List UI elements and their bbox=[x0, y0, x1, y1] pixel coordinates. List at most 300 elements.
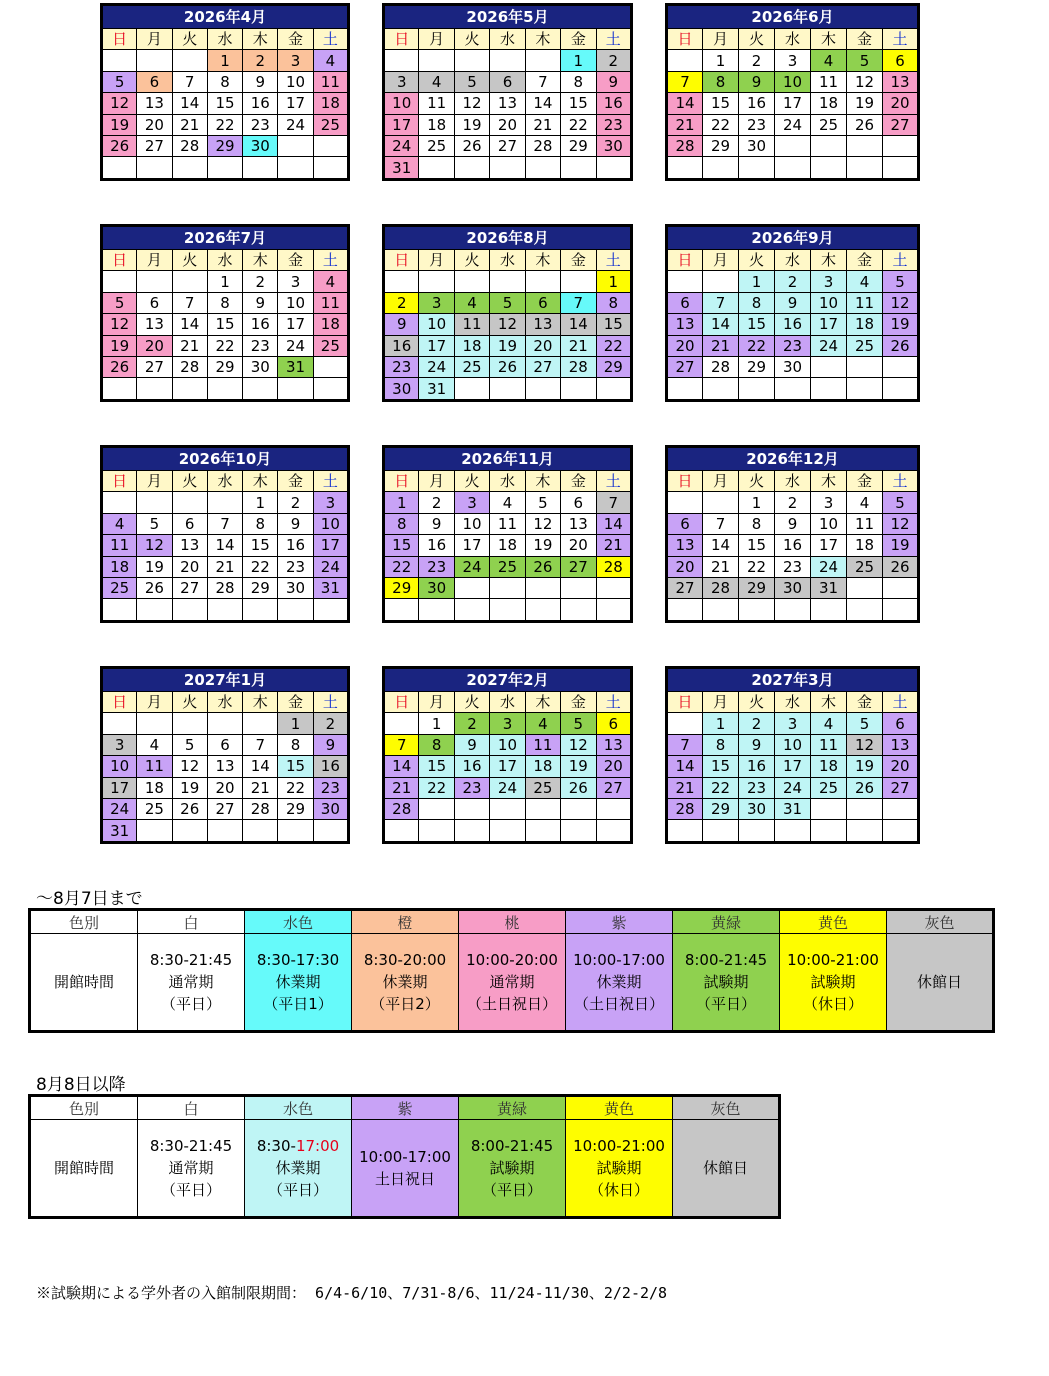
month-calendar bbox=[382, 3, 633, 181]
empty-cell bbox=[419, 820, 454, 842]
day-cell: 23 bbox=[739, 777, 775, 798]
empty-cell bbox=[883, 798, 919, 819]
day-cell: 15 bbox=[739, 535, 775, 556]
day-cell: 2 bbox=[454, 713, 489, 734]
empty-cell bbox=[847, 135, 883, 156]
weekday-header: 金 bbox=[278, 692, 313, 713]
day-cell: 13 bbox=[172, 535, 207, 556]
legend-line: （休日） bbox=[588, 1181, 649, 1199]
empty-cell bbox=[847, 798, 883, 819]
day-cell: 15 bbox=[384, 535, 419, 556]
day-cell: 8 bbox=[384, 513, 419, 534]
legend-header-cell: 水色 bbox=[245, 1096, 352, 1120]
day-cell: 14 bbox=[561, 314, 596, 335]
month-calendar bbox=[100, 224, 350, 402]
day-cell: 16 bbox=[243, 93, 278, 114]
legend-line: 土日祝日 bbox=[374, 1170, 435, 1188]
legend-header-cell: 灰色 bbox=[673, 1096, 780, 1120]
day-cell: 28 bbox=[172, 135, 207, 156]
weekday-header: 木 bbox=[811, 471, 847, 492]
day-cell: 9 bbox=[596, 71, 631, 92]
day-cell: 8 bbox=[278, 734, 313, 755]
day-cell: 31 bbox=[313, 577, 348, 598]
day-cell: 24 bbox=[384, 135, 419, 156]
day-cell: 7 bbox=[561, 292, 596, 313]
day-cell: 11 bbox=[811, 71, 847, 92]
day-cell: 22 bbox=[703, 114, 739, 135]
weekday-header: 月 bbox=[419, 692, 454, 713]
day-cell: 11 bbox=[137, 756, 172, 777]
day-cell: 13 bbox=[667, 535, 703, 556]
day-cell: 15 bbox=[207, 314, 242, 335]
day-cell: 31 bbox=[278, 356, 313, 377]
legend-line: 10:00-21:00 bbox=[787, 951, 879, 969]
day-cell: 26 bbox=[561, 777, 596, 798]
day-cell: 22 bbox=[278, 777, 313, 798]
day-cell: 10 bbox=[490, 734, 525, 755]
weekday-header: 水 bbox=[207, 692, 242, 713]
day-cell: 6 bbox=[137, 71, 172, 92]
day-cell: 23 bbox=[278, 556, 313, 577]
weekday-header: 金 bbox=[278, 250, 313, 271]
empty-cell bbox=[703, 378, 739, 400]
day-cell: 9 bbox=[775, 513, 811, 534]
day-cell: 6 bbox=[883, 50, 919, 71]
day-cell: 16 bbox=[775, 314, 811, 335]
legend-line: （平日） bbox=[695, 995, 756, 1013]
day-cell: 4 bbox=[454, 292, 489, 313]
empty-cell bbox=[775, 378, 811, 400]
day-cell: 2 bbox=[739, 713, 775, 734]
day-cell: 30 bbox=[739, 798, 775, 819]
legend-line: 8:30-21:45 bbox=[149, 1137, 233, 1155]
day-cell: 6 bbox=[137, 292, 172, 313]
weekday-header: 日 bbox=[384, 692, 419, 713]
weekday-header: 金 bbox=[847, 250, 883, 271]
day-cell: 20 bbox=[207, 777, 242, 798]
legend-hours-cell bbox=[352, 1120, 459, 1218]
empty-cell bbox=[384, 50, 419, 71]
day-cell: 23 bbox=[454, 777, 489, 798]
day-cell: 28 bbox=[384, 798, 419, 819]
empty-cell bbox=[102, 50, 137, 71]
day-cell: 10 bbox=[775, 734, 811, 755]
day-cell: 15 bbox=[419, 756, 454, 777]
empty-cell bbox=[313, 378, 348, 400]
day-cell: 16 bbox=[454, 756, 489, 777]
weekday-header: 土 bbox=[883, 250, 919, 271]
day-cell: 17 bbox=[775, 93, 811, 114]
day-cell: 30 bbox=[243, 135, 278, 156]
month-calendar bbox=[665, 445, 920, 623]
empty-cell bbox=[102, 492, 137, 513]
empty-cell bbox=[102, 271, 137, 292]
empty-cell bbox=[454, 50, 489, 71]
day-cell: 26 bbox=[172, 798, 207, 819]
day-cell: 31 bbox=[102, 820, 137, 842]
day-cell: 26 bbox=[847, 777, 883, 798]
day-cell: 14 bbox=[703, 535, 739, 556]
day-cell: 17 bbox=[490, 756, 525, 777]
day-cell: 25 bbox=[454, 356, 489, 377]
day-cell: 4 bbox=[313, 271, 348, 292]
day-cell: 21 bbox=[667, 114, 703, 135]
day-cell: 19 bbox=[172, 777, 207, 798]
day-cell: 19 bbox=[102, 335, 137, 356]
weekday-header: 月 bbox=[137, 692, 172, 713]
day-cell: 17 bbox=[278, 314, 313, 335]
day-cell: 8 bbox=[596, 292, 631, 313]
day-cell: 17 bbox=[811, 314, 847, 335]
day-cell: 17 bbox=[811, 535, 847, 556]
day-cell: 4 bbox=[102, 513, 137, 534]
empty-cell bbox=[454, 820, 489, 842]
day-cell: 15 bbox=[243, 535, 278, 556]
day-cell: 8 bbox=[703, 734, 739, 755]
day-cell: 11 bbox=[847, 292, 883, 313]
empty-cell bbox=[384, 599, 419, 621]
day-cell: 16 bbox=[384, 335, 419, 356]
day-cell: 14 bbox=[172, 314, 207, 335]
empty-cell bbox=[561, 798, 596, 819]
empty-cell bbox=[525, 271, 560, 292]
day-cell: 20 bbox=[525, 335, 560, 356]
day-cell: 12 bbox=[561, 734, 596, 755]
day-cell: 21 bbox=[703, 556, 739, 577]
legend-header-cell: 黄色 bbox=[780, 910, 887, 934]
day-cell: 28 bbox=[703, 577, 739, 598]
day-cell: 27 bbox=[883, 777, 919, 798]
day-cell: 2 bbox=[384, 292, 419, 313]
day-cell: 25 bbox=[102, 577, 137, 598]
day-cell: 11 bbox=[102, 535, 137, 556]
day-cell: 25 bbox=[847, 335, 883, 356]
empty-cell bbox=[454, 599, 489, 621]
empty-cell bbox=[703, 492, 739, 513]
day-cell: 1 bbox=[384, 492, 419, 513]
empty-cell bbox=[525, 798, 560, 819]
day-cell: 4 bbox=[419, 71, 454, 92]
day-cell: 3 bbox=[102, 734, 137, 755]
day-cell: 3 bbox=[278, 271, 313, 292]
day-cell: 4 bbox=[313, 50, 348, 71]
day-cell: 30 bbox=[313, 798, 348, 819]
legend2-title: 8月8日以降 bbox=[36, 1075, 126, 1095]
day-cell: 3 bbox=[278, 50, 313, 71]
day-cell: 22 bbox=[384, 556, 419, 577]
day-cell: 12 bbox=[102, 314, 137, 335]
day-cell: 10 bbox=[278, 292, 313, 313]
day-cell: 21 bbox=[172, 114, 207, 135]
day-cell: 31 bbox=[419, 378, 454, 400]
weekday-header: 金 bbox=[847, 692, 883, 713]
day-cell: 6 bbox=[561, 492, 596, 513]
empty-cell bbox=[703, 157, 739, 179]
month-calendar bbox=[100, 666, 350, 844]
legend-line: 試験期 bbox=[489, 1159, 535, 1177]
empty-cell bbox=[490, 820, 525, 842]
day-cell: 5 bbox=[847, 50, 883, 71]
weekday-header: 土 bbox=[883, 692, 919, 713]
day-cell: 10 bbox=[102, 756, 137, 777]
month-title: 2026年9月 bbox=[667, 226, 919, 250]
day-cell: 26 bbox=[102, 356, 137, 377]
day-cell: 15 bbox=[703, 756, 739, 777]
empty-cell bbox=[137, 713, 172, 734]
empty-cell bbox=[561, 577, 596, 598]
legend-line: （平日） bbox=[160, 995, 221, 1013]
legend-row-label: 開館時間 bbox=[30, 1120, 138, 1218]
day-cell: 8 bbox=[419, 734, 454, 755]
day-cell: 14 bbox=[703, 314, 739, 335]
day-cell: 29 bbox=[703, 798, 739, 819]
day-cell: 28 bbox=[667, 135, 703, 156]
day-cell: 25 bbox=[490, 556, 525, 577]
legend-line: 8:30-17:30 bbox=[256, 951, 340, 969]
day-cell: 8 bbox=[243, 513, 278, 534]
weekday-header: 日 bbox=[384, 471, 419, 492]
empty-cell bbox=[525, 599, 560, 621]
weekday-header: 水 bbox=[775, 29, 811, 50]
day-cell: 1 bbox=[278, 713, 313, 734]
day-cell: 2 bbox=[313, 713, 348, 734]
legend-line: 通常期 bbox=[168, 1159, 214, 1177]
day-cell: 4 bbox=[811, 713, 847, 734]
day-cell: 6 bbox=[667, 513, 703, 534]
day-cell: 6 bbox=[525, 292, 560, 313]
day-cell: 14 bbox=[207, 535, 242, 556]
empty-cell bbox=[454, 157, 489, 179]
empty-cell bbox=[811, 798, 847, 819]
weekday-header: 火 bbox=[172, 471, 207, 492]
day-cell: 6 bbox=[883, 713, 919, 734]
day-cell: 17 bbox=[102, 777, 137, 798]
weekday-header: 日 bbox=[384, 250, 419, 271]
day-cell: 24 bbox=[313, 556, 348, 577]
day-cell: 19 bbox=[490, 335, 525, 356]
empty-cell bbox=[454, 577, 489, 598]
day-cell: 27 bbox=[490, 135, 525, 156]
day-cell: 21 bbox=[561, 335, 596, 356]
restriction-note: ※試験期による学外者の入館制限期間： 6/4-6/10、7/31-8/6、11/24-11/30、2/2-2/8 bbox=[36, 1284, 668, 1302]
legend-header-cell: 色別 bbox=[30, 910, 138, 934]
day-cell: 7 bbox=[703, 513, 739, 534]
day-cell: 1 bbox=[243, 492, 278, 513]
day-cell: 7 bbox=[384, 734, 419, 755]
empty-cell bbox=[278, 378, 313, 400]
legend-line: 8:00-21:45 bbox=[684, 951, 768, 969]
day-cell: 18 bbox=[811, 93, 847, 114]
day-cell: 31 bbox=[811, 577, 847, 598]
legend-line: 8:30-20:00 bbox=[363, 951, 447, 969]
legend-line: 試験期 bbox=[596, 1159, 642, 1177]
day-cell: 6 bbox=[490, 71, 525, 92]
day-cell: 5 bbox=[454, 71, 489, 92]
day-cell: 30 bbox=[596, 135, 631, 156]
day-cell: 10 bbox=[278, 71, 313, 92]
day-cell: 22 bbox=[703, 777, 739, 798]
weekday-header: 月 bbox=[703, 692, 739, 713]
legend-line: 試験期 bbox=[703, 973, 749, 991]
day-cell: 29 bbox=[561, 135, 596, 156]
day-cell: 28 bbox=[667, 798, 703, 819]
day-cell: 17 bbox=[419, 335, 454, 356]
day-cell: 9 bbox=[739, 71, 775, 92]
weekday-header: 月 bbox=[703, 29, 739, 50]
empty-cell bbox=[811, 157, 847, 179]
day-cell: 26 bbox=[102, 135, 137, 156]
weekday-header: 月 bbox=[137, 250, 172, 271]
day-cell: 21 bbox=[596, 535, 631, 556]
weekday-header: 水 bbox=[490, 471, 525, 492]
day-cell: 1 bbox=[207, 50, 242, 71]
empty-cell bbox=[847, 378, 883, 400]
empty-cell bbox=[172, 157, 207, 179]
legend-line: （土日祝日） bbox=[573, 995, 664, 1013]
legend-line: （休日） bbox=[802, 995, 863, 1013]
month-title: 2026年5月 bbox=[384, 5, 632, 29]
weekday-header: 日 bbox=[667, 471, 703, 492]
empty-cell bbox=[172, 50, 207, 71]
weekday-header: 金 bbox=[847, 29, 883, 50]
day-cell: 13 bbox=[137, 93, 172, 114]
weekday-header: 火 bbox=[454, 250, 489, 271]
weekday-header: 火 bbox=[739, 29, 775, 50]
month-title: 2026年6月 bbox=[667, 5, 919, 29]
day-cell: 4 bbox=[137, 734, 172, 755]
empty-cell bbox=[775, 599, 811, 621]
day-cell: 8 bbox=[739, 513, 775, 534]
day-cell: 21 bbox=[703, 335, 739, 356]
day-cell: 22 bbox=[596, 335, 631, 356]
legend1-title: ～8月7日まで bbox=[36, 889, 143, 909]
weekday-header: 日 bbox=[667, 250, 703, 271]
day-cell: 24 bbox=[775, 777, 811, 798]
legend-hours-cell bbox=[138, 934, 245, 1032]
weekday-header: 土 bbox=[313, 250, 348, 271]
day-cell: 17 bbox=[384, 114, 419, 135]
weekday-header: 木 bbox=[243, 29, 278, 50]
empty-cell bbox=[278, 157, 313, 179]
empty-cell bbox=[172, 713, 207, 734]
weekday-header: 水 bbox=[490, 29, 525, 50]
day-cell: 18 bbox=[137, 777, 172, 798]
day-cell: 18 bbox=[811, 756, 847, 777]
day-cell: 30 bbox=[243, 356, 278, 377]
empty-cell bbox=[384, 271, 419, 292]
day-cell: 7 bbox=[667, 71, 703, 92]
day-cell: 30 bbox=[384, 378, 419, 400]
empty-cell bbox=[561, 271, 596, 292]
day-cell: 6 bbox=[667, 292, 703, 313]
empty-cell bbox=[667, 599, 703, 621]
day-cell: 3 bbox=[384, 71, 419, 92]
day-cell: 9 bbox=[278, 513, 313, 534]
day-cell: 18 bbox=[313, 314, 348, 335]
day-cell: 15 bbox=[278, 756, 313, 777]
day-cell: 9 bbox=[419, 513, 454, 534]
day-cell: 8 bbox=[561, 71, 596, 92]
month-calendar bbox=[382, 666, 633, 844]
day-cell: 30 bbox=[775, 356, 811, 377]
day-cell: 20 bbox=[883, 93, 919, 114]
month-title: 2026年8月 bbox=[384, 226, 632, 250]
empty-cell bbox=[561, 820, 596, 842]
day-cell: 9 bbox=[313, 734, 348, 755]
day-cell: 29 bbox=[207, 135, 242, 156]
empty-cell bbox=[703, 599, 739, 621]
day-cell: 22 bbox=[243, 556, 278, 577]
legend2-table bbox=[28, 1094, 781, 1219]
weekday-header: 木 bbox=[525, 692, 560, 713]
day-cell: 2 bbox=[243, 50, 278, 71]
day-cell: 12 bbox=[102, 93, 137, 114]
day-cell: 25 bbox=[313, 114, 348, 135]
empty-cell bbox=[596, 378, 631, 400]
empty-cell bbox=[847, 599, 883, 621]
day-cell: 5 bbox=[525, 492, 560, 513]
weekday-header: 水 bbox=[207, 250, 242, 271]
weekday-header: 火 bbox=[454, 692, 489, 713]
legend-header-cell: 黄緑 bbox=[673, 910, 780, 934]
day-cell: 24 bbox=[490, 777, 525, 798]
day-cell: 28 bbox=[525, 135, 560, 156]
day-cell: 10 bbox=[313, 513, 348, 534]
day-cell: 14 bbox=[596, 513, 631, 534]
month-calendar bbox=[665, 224, 920, 402]
day-cell: 29 bbox=[739, 577, 775, 598]
day-cell: 7 bbox=[243, 734, 278, 755]
day-cell: 4 bbox=[811, 50, 847, 71]
day-cell: 27 bbox=[172, 577, 207, 598]
day-cell: 7 bbox=[172, 292, 207, 313]
day-cell: 21 bbox=[207, 556, 242, 577]
weekday-header: 日 bbox=[102, 692, 137, 713]
legend-header-cell: 紫 bbox=[352, 1096, 459, 1120]
weekday-header: 水 bbox=[207, 29, 242, 50]
weekday-header: 水 bbox=[490, 692, 525, 713]
day-cell: 19 bbox=[525, 535, 560, 556]
day-cell: 20 bbox=[596, 756, 631, 777]
day-cell: 27 bbox=[667, 356, 703, 377]
empty-cell bbox=[419, 157, 454, 179]
empty-cell bbox=[102, 378, 137, 400]
day-cell: 23 bbox=[313, 777, 348, 798]
day-cell: 20 bbox=[172, 556, 207, 577]
day-cell: 13 bbox=[883, 71, 919, 92]
weekday-header: 火 bbox=[739, 692, 775, 713]
day-cell: 3 bbox=[490, 713, 525, 734]
legend-line: 通常期 bbox=[489, 973, 535, 991]
day-cell: 23 bbox=[775, 335, 811, 356]
weekday-header: 金 bbox=[847, 471, 883, 492]
weekday-header: 土 bbox=[596, 29, 631, 50]
weekday-header: 木 bbox=[811, 692, 847, 713]
legend-line: 10:00-21:00 bbox=[573, 1137, 665, 1155]
empty-cell bbox=[454, 798, 489, 819]
empty-cell bbox=[137, 599, 172, 621]
day-cell: 13 bbox=[525, 314, 560, 335]
weekday-header: 水 bbox=[207, 471, 242, 492]
day-cell: 25 bbox=[811, 777, 847, 798]
empty-cell bbox=[243, 820, 278, 842]
day-cell: 22 bbox=[207, 335, 242, 356]
day-cell: 29 bbox=[278, 798, 313, 819]
day-cell: 8 bbox=[207, 71, 242, 92]
day-cell: 11 bbox=[313, 292, 348, 313]
day-cell: 12 bbox=[137, 535, 172, 556]
day-cell: 4 bbox=[847, 271, 883, 292]
